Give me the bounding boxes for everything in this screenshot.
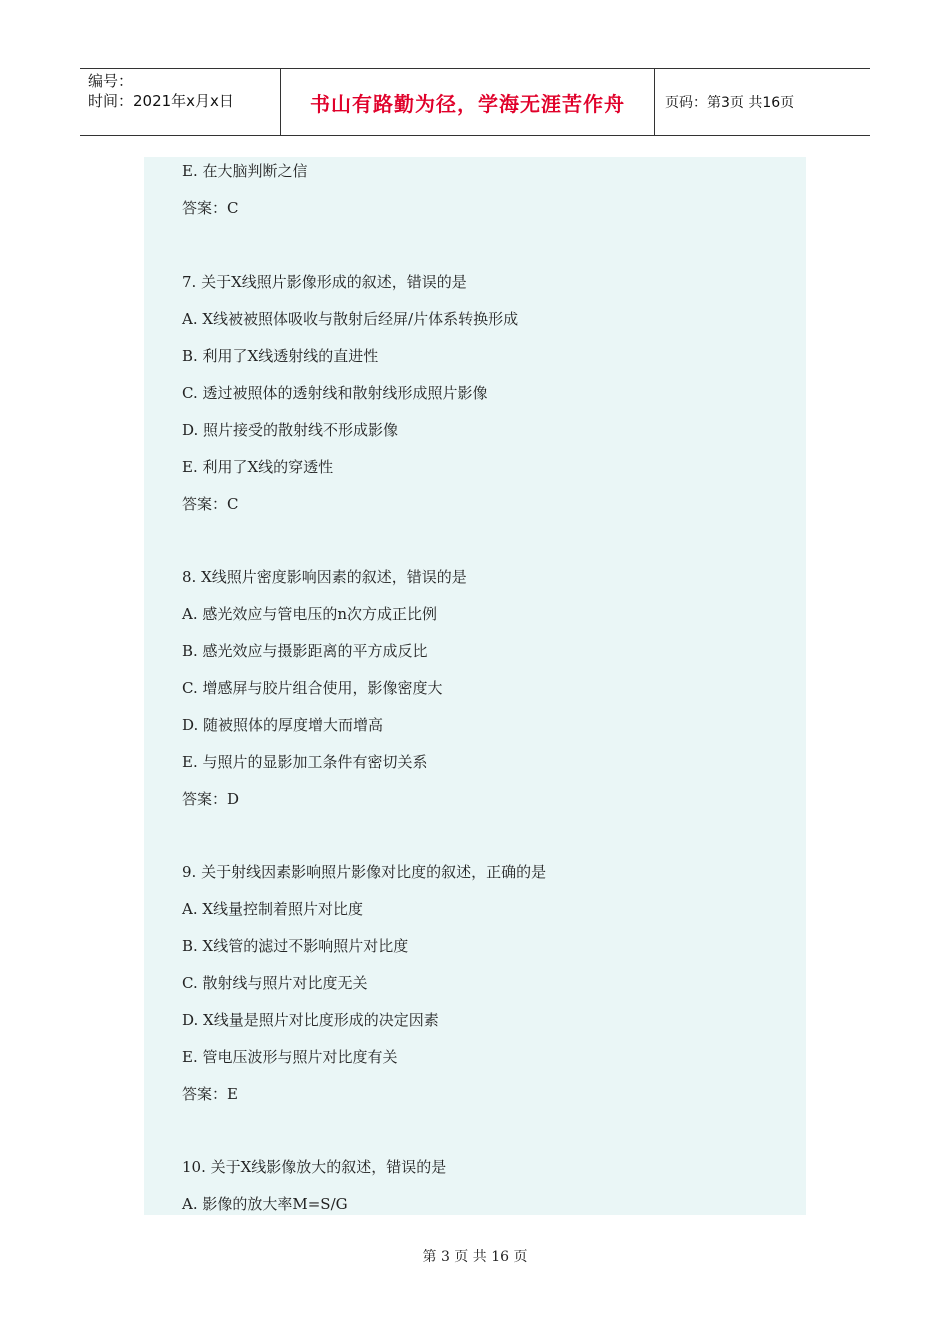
question-10: 10. 关于X线影像放大的叙述，错误的是 xyxy=(182,1158,447,1176)
option-b: B. 利用了X线透射线的直进性 xyxy=(182,347,379,365)
option-a: A. 影像的放大率M=S/G xyxy=(182,1195,348,1213)
option-e: E. 利用了X线的穿透性 xyxy=(182,458,334,476)
question-8: 8. X线照片密度影响因素的叙述，错误的是 xyxy=(182,568,467,586)
page-footer: 第 3 页 共 16 页 xyxy=(422,1249,528,1265)
option-b: B. 感光效应与摄影距离的平方成反比 xyxy=(182,642,428,660)
option-a: A. X线被被照体吸收与散射后经屏/片体系转换形成 xyxy=(182,310,519,328)
answer: 答案：E xyxy=(182,1085,238,1103)
header-meta xyxy=(80,69,281,135)
option-d: D. 随被照体的厚度增大而增高 xyxy=(182,716,384,734)
option-c: C. 增感屏与胶片组合使用，影像密度大 xyxy=(182,679,443,697)
option-a: A. X线量控制着照片对比度 xyxy=(182,900,364,918)
answer: 答案：C xyxy=(182,495,239,513)
option-e: E. 管电压波形与照片对比度有关 xyxy=(182,1048,398,1066)
time-label: 时间：2021年x月x日 xyxy=(88,92,234,110)
option-c: C. 散射线与照片对比度无关 xyxy=(182,974,368,992)
option-b: B. X线管的滤过不影响照片对比度 xyxy=(182,937,409,955)
option-a: A. 感光效应与管电压的n次方成正比例 xyxy=(182,605,438,623)
number-label: 编号： xyxy=(88,72,134,90)
header-page-info: 页码：第3页 共16页 xyxy=(665,95,795,111)
option-d: D. 照片接受的散射线不形成影像 xyxy=(182,421,399,439)
option-c: C. 透过被照体的透射线和散射线形成照片影像 xyxy=(182,384,488,402)
option-e: E. 在大脑判断之信 xyxy=(182,162,308,180)
question-content xyxy=(144,157,806,1215)
question-7: 7. 关于X线照片影像形成的叙述，错误的是 xyxy=(182,273,467,291)
option-e: E. 与照片的显影加工条件有密切关系 xyxy=(182,753,428,771)
page-header xyxy=(80,68,870,136)
answer: 答案：C xyxy=(182,199,239,217)
option-d: D. X线量是照片对比度形成的决定因素 xyxy=(182,1011,439,1029)
answer: 答案：D xyxy=(182,790,240,808)
header-motto: 书山有路勤为径，学海无涯苦作舟 xyxy=(281,69,655,135)
question-9: 9. 关于射线因素影响照片影像对比度的叙述，正确的是 xyxy=(182,863,547,881)
